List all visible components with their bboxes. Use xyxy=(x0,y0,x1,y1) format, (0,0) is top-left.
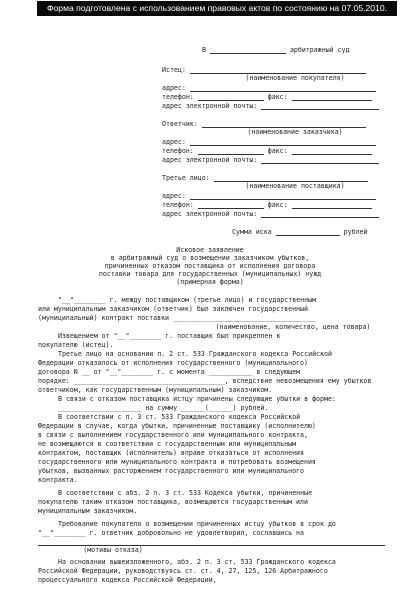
defendant-address: адрес: xyxy=(162,138,376,146)
body-line-14: В соответствии с п. 3 ст. 533 Гражданского кодекса Российской xyxy=(58,413,301,421)
body-line-3: (муниципальный) контракт поставки ____________________________________ xyxy=(38,314,316,322)
third-party-phone-fax: телефон: факс: xyxy=(162,201,372,209)
body-line-19: государственного или муниципального контракта и потребовать возмещения xyxy=(38,458,316,466)
defendant-email: адрес электронной почты: xyxy=(162,156,379,164)
doc-title-3: причиненных отказом поставщика от исполнения договора xyxy=(104,262,316,270)
defendant-label: Ответчик: xyxy=(162,120,198,128)
doc-subtitle: (примерная форма) xyxy=(176,278,244,286)
defendant-line xyxy=(162,120,366,128)
third-party-line xyxy=(162,174,368,182)
court-prefix: В xyxy=(202,46,206,54)
plaintiff-line xyxy=(162,66,366,74)
body-line-16: в связи с выполнением государственного или муниципального контракта, xyxy=(38,431,308,439)
body-line-29: Российской Федерации, руководствуясь ст. ст. 4, 27, 125, 126 Арбитражного xyxy=(38,567,328,575)
body-line-13: _____________________ на сумму ______(______) рублей. xyxy=(58,404,269,412)
doc-title-2: в арбитражный суд о возмещении заказчиком убытков, xyxy=(110,254,310,262)
body-line-27: (мотивы отказа) xyxy=(83,546,143,554)
revision-banner: Форма подготовлена с использованием правовых актов по состоянию на 07.05.2010. xyxy=(37,1,397,16)
body-line-10: порядке: ______________________________________, вследствие невозмещения ему убытков xyxy=(38,377,372,385)
body-line-24: муниципальным заказчиком. xyxy=(38,507,138,515)
plaintiff-email: адрес электронной почты: xyxy=(162,102,379,110)
body-line-11: ответчиком, как государственным (муниципальным) заказчиком. xyxy=(38,386,273,394)
body-line-21: контракта. xyxy=(38,476,78,484)
body-line-6: покупателю (истец). xyxy=(38,341,114,349)
doc-title-4: поставки товара для государственных (муниципальных) нужд xyxy=(98,270,322,278)
third-party-label: Третье лицо: xyxy=(162,174,210,182)
body-line-8: Федерации отказалось от исполнения государственного (муниципального) xyxy=(38,359,308,367)
plaintiff-phone-fax: телефон: факс: xyxy=(162,93,372,101)
plaintiff-label: Истец: xyxy=(162,66,186,74)
body-line-1: "__"________ г. между поставщиком (третье лицо) и государственным xyxy=(58,296,317,304)
body-line-26: "__"________ г. ответчик добровольно не удовлетворил, сославшись на xyxy=(38,529,304,537)
body-line-12: В связи с отказом поставщика истцу причинены следующие убытки в форме: xyxy=(58,395,336,403)
body-line-9: договора N __ от "__"________ г. с момента ___________ в следующем xyxy=(38,368,301,376)
court-name-blank xyxy=(210,46,286,54)
plaintiff-caption: (наименование покупателя) xyxy=(245,74,345,82)
body-line-28: На основании вышеизложенного, абз. 2 п. 3 ст. 533 Гражданского кодекса xyxy=(58,558,336,566)
claim-sum-line xyxy=(232,228,368,236)
defendant-phone-fax: телефон: факс: xyxy=(162,147,372,155)
plaintiff-address: адрес: xyxy=(162,84,376,92)
doc-title: Исковое заявление xyxy=(176,246,244,254)
body-line-30: процессуального кодекса Российской Федерации, xyxy=(38,576,217,584)
plaintiff-name-blank xyxy=(190,66,366,74)
body-line-18: контрактом, поставщик (исполнитель) вправе отказаться от исполнения xyxy=(38,449,304,457)
body-line-25: Требование покупателя о возмещении причиненных истцу убытков в срок до xyxy=(58,520,336,528)
court-suffix: арбитражный суд xyxy=(289,46,350,54)
body-line-4: (наименование, количество, цена товара) xyxy=(215,323,371,331)
body-line-5: Извещением от "__"________ г. поставщик был прикреплен к xyxy=(58,332,281,340)
third-party-caption: (наименование поставщика) xyxy=(245,182,345,190)
court-line xyxy=(202,46,350,54)
rubles-label: рублей xyxy=(343,228,368,236)
defendant-caption: (наименование заказчика) xyxy=(247,128,343,136)
body-line-7: Третье лицо на основании п. 2 ст. 533 Гражданского кодекса Российской xyxy=(58,350,332,358)
body-line-15: Федерации в случае, когда убытки, причиненные поставщику (исполнителю) xyxy=(38,422,316,430)
body-line-22: В соответствии с абз. 2 п. 3 ст. 533 Кодекса убытки, причиненные xyxy=(58,489,313,497)
third-party-email: адрес электронной почты: xyxy=(162,210,379,218)
refusal-reason-line xyxy=(38,538,385,546)
claim-sum-label: Сумма иска xyxy=(232,228,272,236)
body-line-23: покупателю таким отказом поставщика, возмещаются государственным или xyxy=(38,498,308,506)
body-line-20: убытков, вызванных расторжением государственного или муниципального xyxy=(38,467,304,475)
third-party-address: адрес: xyxy=(162,192,376,200)
body-line-17: не возмещаются в соответствии с государственным или муниципальным xyxy=(38,440,297,448)
body-line-2: или муниципальным заказчиком (ответчик) был заключен государственный xyxy=(38,305,308,313)
